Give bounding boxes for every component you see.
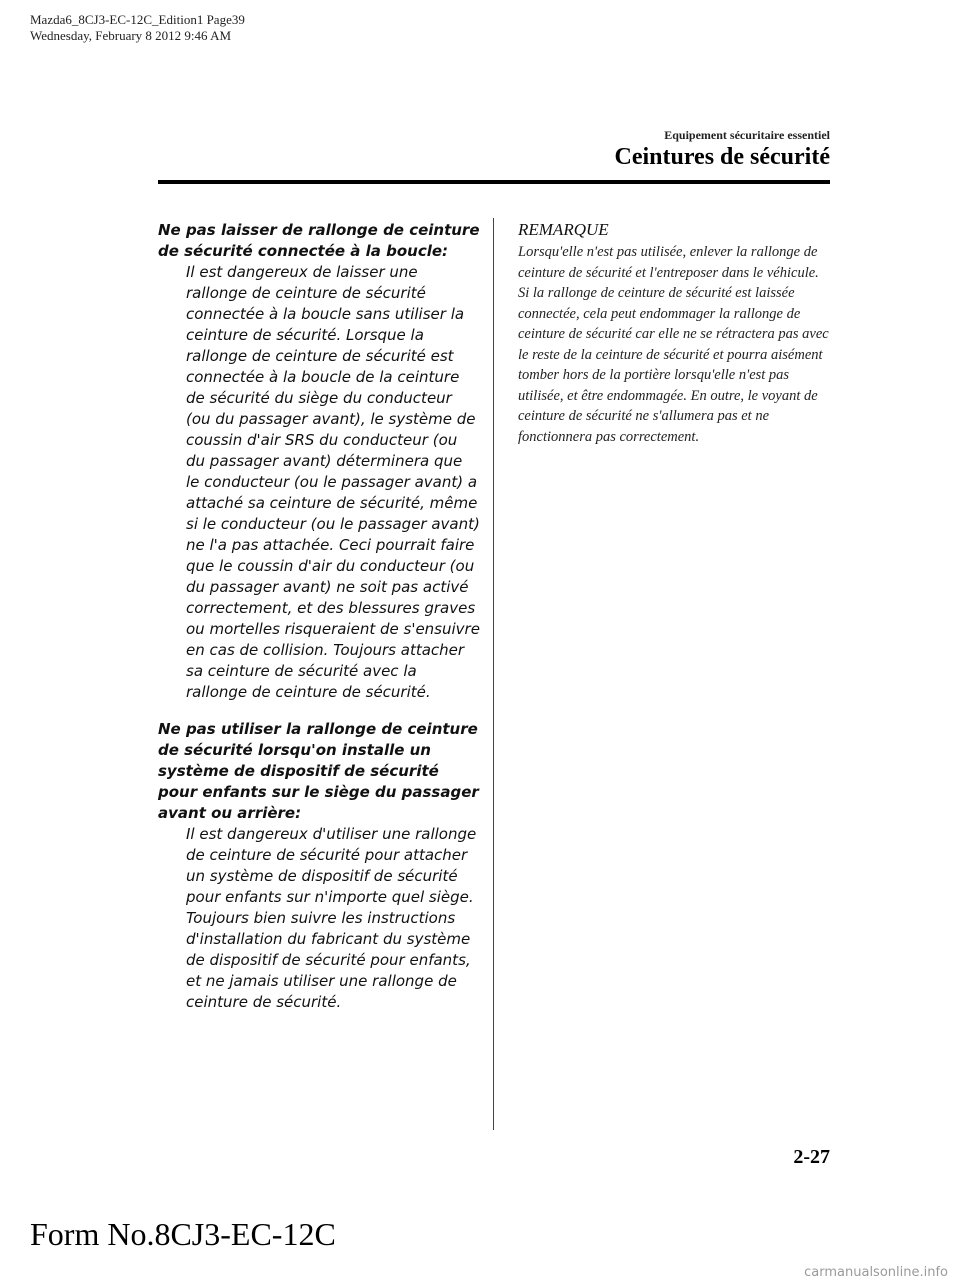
note-body: Lorsqu'elle n'est pas utilisée, enlever la rallonge de ceinture de sécurité et l'entreposer dans le véhicule. Si la rallonge de ceinture de sécurité est laissée connectée, cela peut endommager la rallonge de ceinture de sécurité car elle ne se rétractera pas avec le reste de la ceinture de sécurité et pourra aisément tomber hors de la portière lorsqu'elle n'est pas utilisée, et être endommagée. En outre, le voyant de ceinture de sécurité ne s'allumera pas et ne fonctionnera pas correctement. bbox=[518, 244, 829, 445]
note-heading: REMARQUE bbox=[518, 220, 609, 239]
section-kicker: Equipement sécuritaire essentiel bbox=[664, 128, 830, 142]
page-number: 2-27 bbox=[793, 1146, 830, 1168]
print-stamp-line-1: Mazda6_8CJ3-EC-12C_Edition1 Page39 bbox=[30, 12, 245, 27]
print-stamp-line-2: Wednesday, February 8 2012 9:46 AM bbox=[30, 28, 232, 43]
print-stamp bbox=[30, 12, 245, 44]
form-number: Form No.8CJ3-EC-12C bbox=[30, 1216, 336, 1252]
warning-body-child-seat: Il est dangereux d'utiliser une rallonge de ceinture de sécurité pour attacher un système de dispositif de sécurité pour enfants sur n'importe quel siège. Toujours bien suivre les instructions d'installation du fabricant du système de dispositif de sécurité pour enfants, et ne jamais utiliser une rallonge de ceinture de sécurité. bbox=[186, 825, 477, 1011]
site-watermark: carmanualsonline.info bbox=[804, 1265, 948, 1280]
left-column bbox=[158, 220, 480, 1029]
warning-body-extender-buckle: Il est dangereux de laisser une rallonge de ceinture de sécurité connectée à la boucle sans utiliser la ceinture de sécurité. Lorsque la rallonge de ceinture de sécurité est connectée à la boucle de la ceinture de sécurité du siège du conducteur (ou du passager avant), le système de coussin d'air SRS du conducteur (ou du passager avant) déterminera que le conducteur (ou le passager avant) a attaché sa ceinture de sécurité, même si le conducteur (ou le passager avant) ne l'a pas attachée. Ceci pourrait faire que le coussin d'air du conducteur (ou du passager avant) ne soit pas activé correctement, et des blessures graves ou mortelles risqueraient de s'ensuivre en cas de collision. Toujours attacher sa ceinture de sécurité avec la rallonge de ceinture de sécurité. bbox=[186, 263, 480, 701]
warning-heading-child-seat: Ne pas utiliser la rallonge de ceinture de sécurité lorsqu'on installe un système de dispositif de sécurité pour enfants sur le siège du passager avant ou arrière: bbox=[158, 720, 479, 822]
warning-heading-extender-buckle: Ne pas laisser de rallonge de ceinture de sécurité connectée à la boucle: bbox=[158, 221, 480, 260]
column-divider bbox=[493, 218, 494, 1130]
header-rule bbox=[158, 180, 830, 184]
page-title: Ceintures de sécurité bbox=[614, 144, 830, 170]
right-column bbox=[518, 219, 830, 447]
